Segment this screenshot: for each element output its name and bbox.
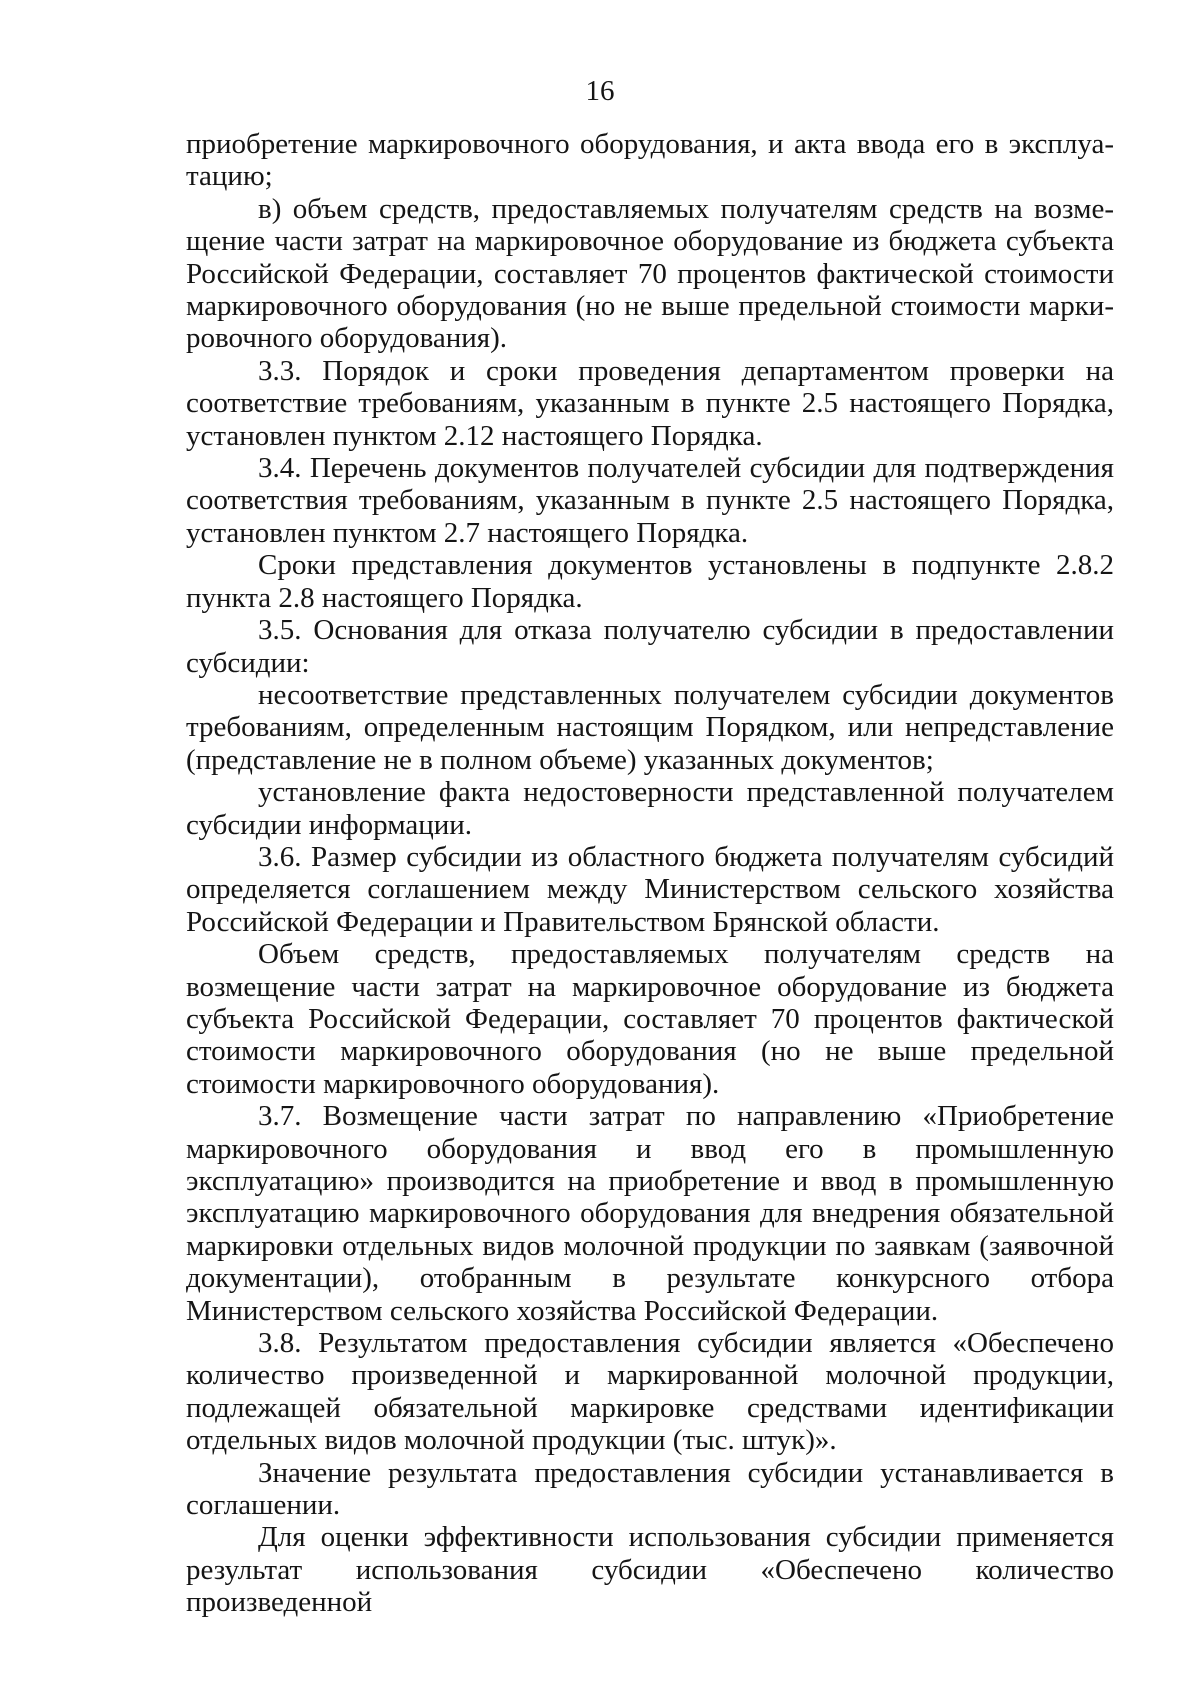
paragraph: 3.4. Перечень документов получателей субсидии для подтверждения соответствия требованиям, указанным в пункте 2.5 настоящего Порядка, установлен пунктом 2.7 настоящего Порядка. (186, 452, 1114, 549)
paragraph: Объем средств, предоставляемых получателям средств на возмещение части затрат на маркировочное оборудование из бюджета субъекта Российской Федерации, составляет 70 процентов фактической стоимости маркировочного оборудования (но не выше предельной стоимости маркировочного оборудования). (186, 938, 1114, 1100)
paragraph: в) объем средств, предоставляемых получателям средств на возмещение части затрат на маркировочное оборудование из бюджета субъекта Российской Федерации, составляет 70 процентов фактической стоимости маркировочного оборудования (но не выше предельной стоимости маркировочного оборудования). (186, 192, 1114, 355)
paragraph: 3.6. Размер субсидии из областного бюджета получателям субсидий определяется соглашением между Министерством сельского хозяйства Российской Федерации и Правительством Брянской области. (186, 840, 1114, 938)
paragraph: установление факта недостоверности представленной получателем субсидии информации. (186, 776, 1114, 841)
paragraph: 3.3. Порядок и сроки проведения департаментом проверки на соответствие требованиям, указанным в пункте 2.5 настоящего Порядка, установлен пунктом 2.12 настоящего Порядка. (186, 354, 1114, 452)
paragraph: 3.5. Основания для отказа получателю субсидии в предоставлении субсидии: (186, 614, 1114, 679)
page-number: 16 (585, 75, 615, 107)
document-body (186, 128, 1114, 1619)
paragraph: несоответствие представленных получателем субсидии документов требованиям, определенным настоящим Порядком, или непредставление (представление не в полном объеме) указанных документов; (186, 678, 1114, 776)
paragraph: Значение результата предоставления субсидии устанавливается в соглашении. (186, 1456, 1114, 1522)
paragraph: 3.8. Результатом предоставления субсидии является «Обеспечено количество произведенной и маркированной молочной продукции, подлежащей обязательной маркировке средствами идентификации отдельных видов молочной продукции (тыс. штук)». (186, 1327, 1114, 1457)
paragraph: Для оценки эффективности использования субсидии применяется результат использования субсидии «Обеспечено количество произведенной (186, 1521, 1114, 1619)
paragraph: 3.7. Возмещение части затрат по направлению «Приобретение маркировочного оборудования и ввод его в промышленную эксплуатацию» производится на приобретение и ввод в промышленную эксплуатацию маркировочного оборудования для внедрения обязательной маркировки отдельных видов молочной продукции по заявкам (заявочной документации), отобранным в результате конкурсного отбора Министерством сельского хозяйства Российской Федерации. (186, 1100, 1114, 1327)
paragraph: приобретение маркировочного оборудования, и акта ввода его в эксплуатацию; (186, 128, 1114, 193)
paragraph: Сроки представления документов установлены в подпункте 2.8.2 пункта 2.8 настоящего Порядка. (186, 549, 1114, 614)
